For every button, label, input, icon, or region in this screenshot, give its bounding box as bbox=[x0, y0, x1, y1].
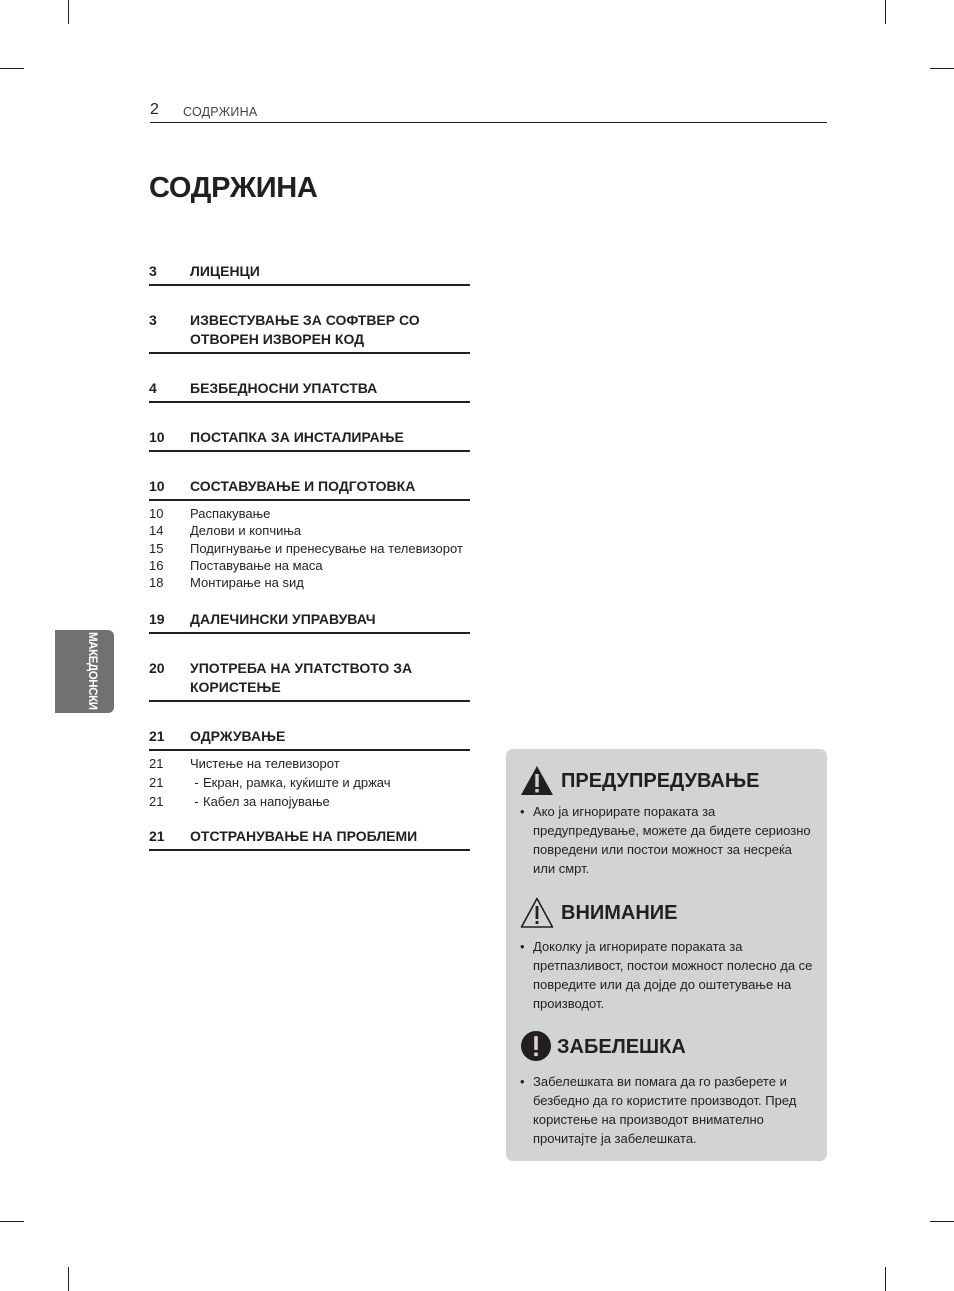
header-section-title: СОДРЖИНА bbox=[183, 105, 258, 119]
toc-subsection[interactable] bbox=[149, 522, 470, 539]
toc-section-title: ОТСТРАНУВАЊЕ НА ПРОБЛЕМИ bbox=[190, 828, 418, 845]
toc-page-number: 21 bbox=[149, 728, 165, 745]
toc-page-number: 20 bbox=[149, 660, 165, 677]
toc-subsection[interactable] bbox=[149, 792, 470, 811]
list-dash: - bbox=[194, 794, 199, 810]
toc-section-title: БЕЗБЕДНОСНИ УПАТСТВА bbox=[190, 380, 378, 396]
toc-page-number: 3 bbox=[149, 312, 157, 328]
warning-title: ПРЕДУПРЕДУВАЊЕ bbox=[561, 770, 760, 792]
toc-page-number: 19 bbox=[149, 611, 165, 628]
toc-section-title: ПОСТАПКА ЗА ИНСТАЛИРАЊЕ bbox=[190, 429, 404, 445]
crop-mark bbox=[885, 1267, 886, 1291]
crop-mark bbox=[885, 0, 886, 24]
crop-mark bbox=[68, 0, 69, 24]
toc-section[interactable] bbox=[149, 659, 470, 702]
crop-mark bbox=[930, 1221, 954, 1222]
toc-sub-page-number: 18 bbox=[149, 575, 164, 591]
list-dash: - bbox=[194, 775, 199, 791]
toc-section[interactable] bbox=[149, 311, 470, 354]
toc-section[interactable] bbox=[149, 262, 470, 286]
toc-subsection[interactable] bbox=[149, 574, 470, 591]
notes-box bbox=[506, 749, 827, 1161]
toc-sub-page-number: 15 bbox=[149, 540, 164, 556]
toc-sub-page-number: 16 bbox=[149, 557, 164, 573]
caution-title: ВНИМАНИЕ bbox=[561, 902, 678, 924]
toc-section-title: ОДРЖУВАЊЕ bbox=[190, 728, 286, 745]
toc-section[interactable] bbox=[149, 477, 470, 501]
caution-icon bbox=[520, 896, 554, 930]
toc-section-title: ДАЛЕЧИНСКИ УПРАВУВАЧ bbox=[190, 611, 376, 628]
page-number: 2 bbox=[150, 101, 159, 118]
crop-mark bbox=[0, 1221, 24, 1222]
toc-page-number: 10 bbox=[149, 429, 165, 445]
caution-text: Доколку ја игнорирате пораката за претпазливост, постои можност полесно да се повредите или да дојде до оштетување на производот. bbox=[533, 939, 813, 1011]
toc-page-number: 10 bbox=[149, 478, 165, 494]
side-tab-label: МАКЕДОНСКИ bbox=[86, 632, 98, 710]
page-header bbox=[150, 100, 827, 123]
toc-sub-title: Подигнување и пренесување на телевизорот bbox=[190, 540, 463, 556]
page-title: СОДРЖИНА bbox=[149, 172, 318, 204]
crop-mark bbox=[68, 1267, 69, 1291]
bullet: • bbox=[520, 939, 525, 954]
warning-icon bbox=[520, 764, 554, 798]
toc-subsection[interactable] bbox=[149, 754, 470, 773]
toc-section-title: УПОТРЕБА НА УПАТСТВОТО ЗА КОРИСТЕЊЕ bbox=[190, 660, 413, 696]
toc-sub-page-number: 10 bbox=[149, 506, 164, 521]
toc-subsection-list bbox=[149, 754, 470, 811]
toc-subsection[interactable] bbox=[149, 557, 470, 574]
toc-section[interactable] bbox=[149, 428, 470, 452]
toc-sub-page-number: 14 bbox=[149, 523, 164, 539]
toc-page-number: 3 bbox=[149, 263, 157, 279]
warning-text-block bbox=[520, 802, 816, 878]
toc-section-title: ИЗВЕСТУВАЊЕ ЗА СОФТВЕР СО ОТВОРЕН ИЗВОРЕН КОД bbox=[190, 312, 420, 347]
toc-sub-page-number: 21 bbox=[149, 775, 164, 791]
exclamation-circle-icon bbox=[520, 1030, 554, 1064]
caution-text-block bbox=[520, 937, 816, 1013]
crop-mark bbox=[930, 68, 954, 69]
toc-subsection-list bbox=[149, 505, 470, 591]
toc-section[interactable] bbox=[149, 727, 470, 751]
warning-text: Ако ја игнорирате пораката за предупредување, можете да бидете сериозно повредени или постои можност за несреќа или смрт. bbox=[533, 804, 811, 876]
toc-section[interactable] bbox=[149, 379, 470, 403]
bullet: • bbox=[520, 1074, 525, 1089]
toc-section[interactable] bbox=[149, 827, 470, 851]
table-of-contents bbox=[149, 262, 470, 851]
toc-section-title: СОСТАВУВАЊЕ И ПОДГОТОВКА bbox=[190, 478, 416, 494]
toc-sub-title: Монтирање на sид bbox=[190, 575, 304, 591]
toc-subsection[interactable] bbox=[149, 505, 470, 522]
note-heading bbox=[520, 1030, 686, 1064]
toc-subsection[interactable] bbox=[149, 773, 470, 792]
toc-sub-title: Делови и копчиња bbox=[190, 523, 302, 539]
toc-sub-page-number: 21 bbox=[149, 756, 164, 772]
note-text: Забелешката ви помага да го разберете и безбедно да го користите производот. Пред користење на производот внимателно прочитајте ја забелешката. bbox=[533, 1074, 797, 1146]
caution-heading bbox=[520, 896, 678, 930]
crop-mark bbox=[0, 68, 24, 69]
toc-page-number: 4 bbox=[149, 380, 157, 396]
toc-section-title: ЛИЦЕНЦИ bbox=[190, 263, 260, 279]
toc-sub-title: Поставување на маса bbox=[190, 557, 323, 573]
toc-sub-title: Екран, рамка, куќиште и држач bbox=[203, 775, 391, 791]
toc-sub-title: Чистење на телевизорот bbox=[190, 756, 340, 772]
bullet: • bbox=[520, 804, 525, 819]
toc-sub-page-number: 21 bbox=[149, 794, 164, 810]
toc-subsection[interactable] bbox=[149, 540, 470, 557]
toc-sub-title: Кабел за напојување bbox=[203, 794, 330, 810]
note-text-block bbox=[520, 1072, 816, 1148]
warning-heading bbox=[520, 764, 759, 798]
language-side-tab bbox=[55, 630, 114, 713]
toc-sub-title: Распакување bbox=[190, 506, 271, 521]
toc-page-number: 21 bbox=[149, 828, 165, 845]
note-title: ЗАБЕЛЕШКА bbox=[557, 1036, 686, 1058]
toc-section[interactable] bbox=[149, 610, 470, 634]
